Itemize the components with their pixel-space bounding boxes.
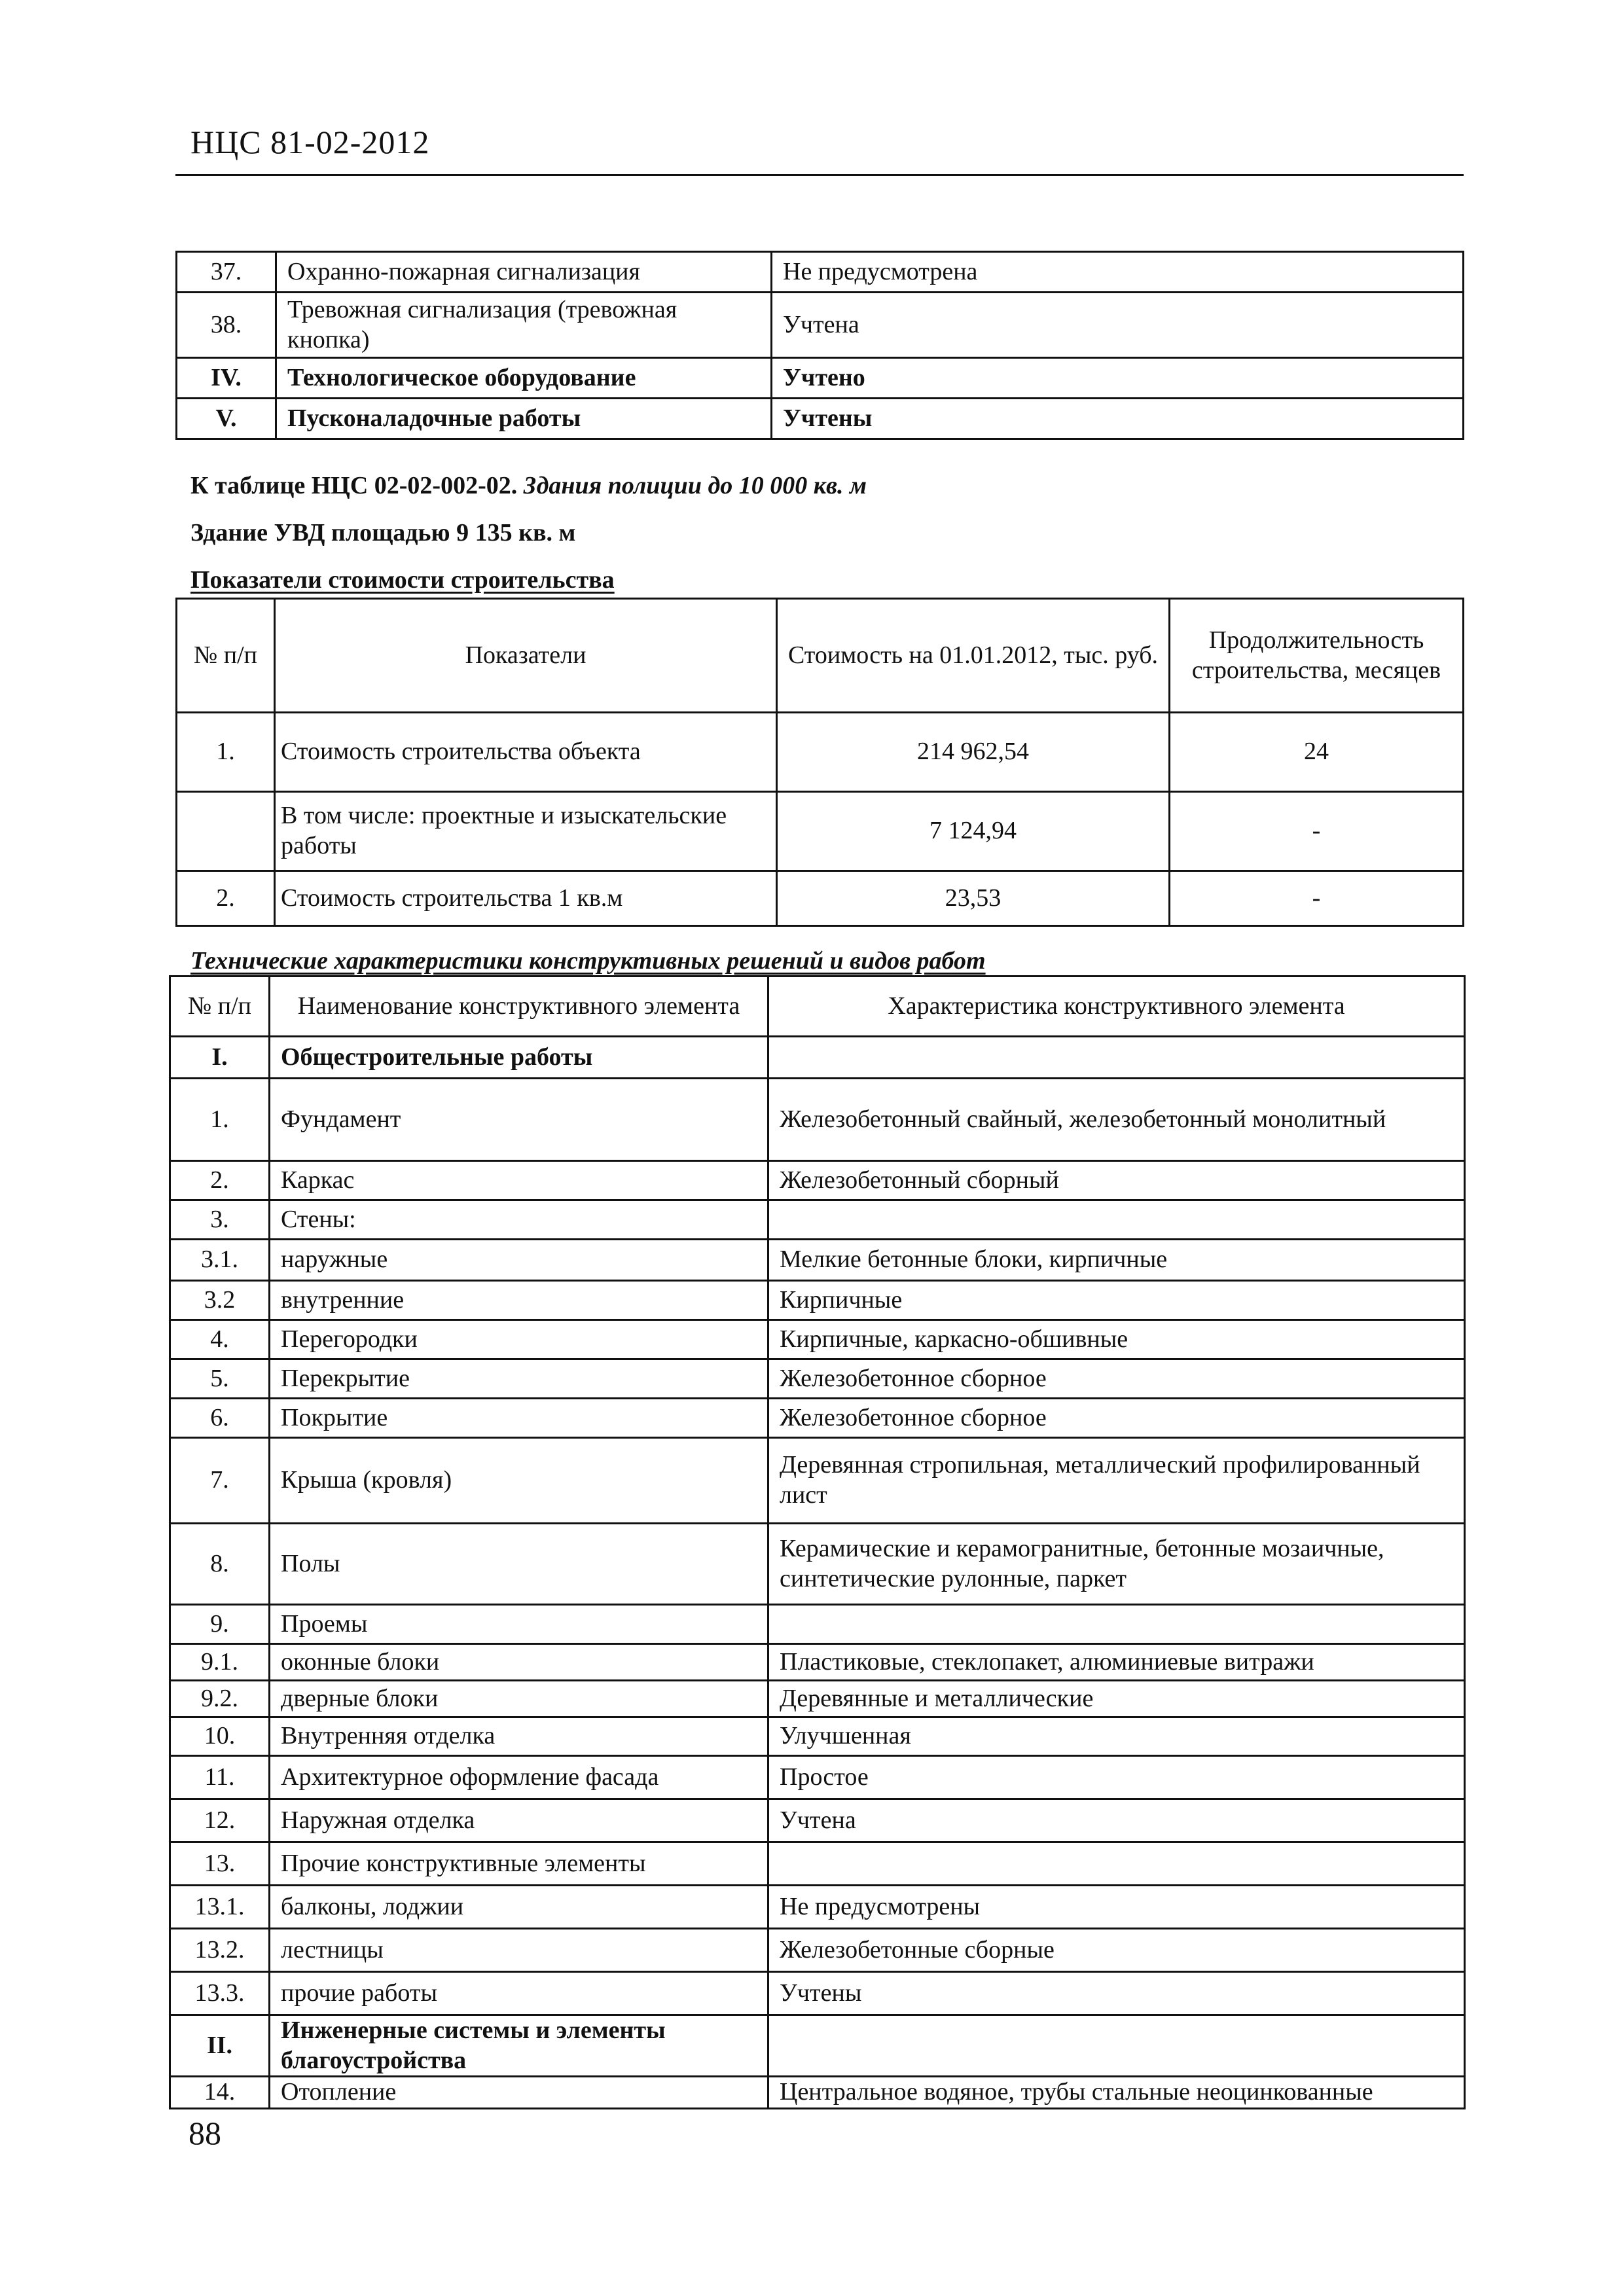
- row-value: Учтены: [772, 399, 1464, 439]
- row-number: 11.: [170, 1756, 270, 1799]
- row-element-description: Центральное водяное, трубы стальные неоцинкованные: [768, 2077, 1465, 2109]
- table-row: [170, 1756, 1465, 1799]
- header-element-name: Наименование конструктивного элемента: [270, 977, 768, 1037]
- row-number: 4.: [170, 1320, 270, 1359]
- row-element-description: Железобетонные сборные: [768, 1929, 1465, 1972]
- row-cost: 214 962,54: [777, 713, 1170, 792]
- table-row: [170, 1161, 1465, 1200]
- row-number: 5.: [170, 1359, 270, 1399]
- row-element-name: внутренние: [270, 1281, 768, 1320]
- row-number: 6.: [170, 1399, 270, 1438]
- row-element-description: Мелкие бетонные блоки, кирпичные: [768, 1240, 1465, 1281]
- table-row: [170, 1240, 1465, 1281]
- tech-section-title: Технические характеристики конструктивных решений и видов работ: [190, 947, 986, 975]
- table-row: [170, 1799, 1465, 1842]
- row-number: 37.: [177, 252, 276, 293]
- row-element-name: Наружная отделка: [270, 1799, 768, 1842]
- row-number: 38.: [177, 293, 276, 358]
- row-element-name: Перекрытие: [270, 1359, 768, 1399]
- row-element-name: Проемы: [270, 1605, 768, 1644]
- row-number: V.: [177, 399, 276, 439]
- row-element-description: Железобетонное сборное: [768, 1359, 1465, 1399]
- row-element-name: Полы: [270, 1524, 768, 1605]
- row-number: 2.: [170, 1161, 270, 1200]
- row-element-name: лестницы: [270, 1929, 768, 1972]
- header-cost: Стоимость на 01.01.2012, тыс. руб.: [777, 599, 1170, 713]
- row-number: 13.: [170, 1842, 270, 1886]
- row-element-description: Железобетонный свайный, железобетонный монолитный: [768, 1079, 1465, 1161]
- row-number: 3.1.: [170, 1240, 270, 1281]
- row-duration: -: [1170, 871, 1464, 926]
- table-row: [170, 1200, 1465, 1240]
- row-element-description: Кирпичные, каркасно-обшивные: [768, 1320, 1465, 1359]
- row-value: Не предусмотрена: [772, 252, 1464, 293]
- table-row: [170, 1681, 1465, 1717]
- row-element-name: Внутренняя отделка: [270, 1717, 768, 1756]
- row-element-description: Учтены: [768, 1972, 1465, 2015]
- row-element-description: Железобетонный сборный: [768, 1161, 1465, 1200]
- row-number: IV.: [177, 358, 276, 399]
- row-element-name: Покрытие: [270, 1399, 768, 1438]
- row-element-description: Железобетонное сборное: [768, 1399, 1465, 1438]
- table-row: [170, 1320, 1465, 1359]
- document-code-header: НЦС 81-02-2012: [190, 124, 430, 160]
- row-element-description: [768, 1200, 1465, 1240]
- row-number: 10.: [170, 1717, 270, 1756]
- table-row: [170, 1399, 1465, 1438]
- table-row: [170, 1644, 1465, 1681]
- cost-section-title: Показатели стоимости строительства: [190, 566, 615, 594]
- row-duration: 24: [1170, 713, 1464, 792]
- header-number: № п/п: [177, 599, 275, 713]
- row-element-description: Кирпичные: [768, 1281, 1465, 1320]
- row-cost: 7 124,94: [777, 792, 1170, 871]
- row-element-description: [768, 1605, 1465, 1644]
- row-number: II.: [170, 2015, 270, 2077]
- row-element-description: Деревянная стропильная, металлический профилированный лист: [768, 1438, 1465, 1524]
- table-row: [177, 399, 1464, 439]
- table-row: [177, 713, 1464, 792]
- row-number: 14.: [170, 2077, 270, 2109]
- header-number: № п/п: [170, 977, 270, 1037]
- table-row: [170, 1717, 1465, 1756]
- table-row: [170, 1438, 1465, 1524]
- row-indicator: В том числе: проектные и изыскательские работы: [275, 792, 777, 871]
- table-row: [170, 1972, 1465, 2015]
- row-element-name: Стены:: [270, 1200, 768, 1240]
- row-number: 9.2.: [170, 1681, 270, 1717]
- table-row: [170, 2015, 1465, 2077]
- table-row: [170, 1281, 1465, 1320]
- row-element-name: балконы, лоджии: [270, 1886, 768, 1929]
- row-element-name: прочие работы: [270, 1972, 768, 2015]
- row-element-name: наружные: [270, 1240, 768, 1281]
- row-element-description: [768, 1037, 1465, 1079]
- header-indicators: Показатели: [275, 599, 777, 713]
- row-name: Тревожная сигнализация (тревожная кнопка): [276, 293, 772, 358]
- tech-characteristics-table: [169, 975, 1466, 2109]
- row-number: 1.: [177, 713, 275, 792]
- table-row: [170, 1929, 1465, 1972]
- row-number: 8.: [170, 1524, 270, 1605]
- row-number: 13.2.: [170, 1929, 270, 1972]
- row-element-name: Инженерные системы и элементы благоустройства: [270, 2015, 768, 2077]
- row-number: 13.3.: [170, 1972, 270, 2015]
- row-number: 1.: [170, 1079, 270, 1161]
- row-element-description: Учтена: [768, 1799, 1465, 1842]
- row-name: Пусконаладочные работы: [276, 399, 772, 439]
- page-number: 88: [189, 2115, 221, 2151]
- row-element-name: Фундамент: [270, 1079, 768, 1161]
- row-element-name: Перегородки: [270, 1320, 768, 1359]
- row-number: [177, 792, 275, 871]
- table-row: [170, 1886, 1465, 1929]
- header-duration: Продолжительность строительства, месяцев: [1170, 599, 1464, 713]
- table-row: [170, 1037, 1465, 1079]
- row-name: Охранно-пожарная сигнализация: [276, 252, 772, 293]
- table-row: [177, 792, 1464, 871]
- row-element-description: Улучшенная: [768, 1717, 1465, 1756]
- table-row: [170, 1359, 1465, 1399]
- row-element-name: Архитектурное оформление фасада: [270, 1756, 768, 1799]
- row-name: Технологическое оборудование: [276, 358, 772, 399]
- table-header-row: [170, 977, 1465, 1037]
- row-indicator: Стоимость строительства 1 кв.м: [275, 871, 777, 926]
- table-reference-caption: [190, 471, 867, 500]
- row-element-name: оконные блоки: [270, 1644, 768, 1681]
- equipment-table: [175, 251, 1464, 440]
- table-row: [177, 252, 1464, 293]
- row-element-description: Деревянные и металлические: [768, 1681, 1465, 1717]
- row-duration: -: [1170, 792, 1464, 871]
- row-element-description: Не предусмотрены: [768, 1886, 1465, 1929]
- row-number: 13.1.: [170, 1886, 270, 1929]
- row-cost: 23,53: [777, 871, 1170, 926]
- row-element-name: Крыша (кровля): [270, 1438, 768, 1524]
- row-element-name: Каркас: [270, 1161, 768, 1200]
- row-element-name: Отопление: [270, 2077, 768, 2109]
- row-element-name: Прочие конструктивные элементы: [270, 1842, 768, 1886]
- row-value: Учтено: [772, 358, 1464, 399]
- table-row: [177, 293, 1464, 358]
- row-element-name: Общестроительные работы: [270, 1037, 768, 1079]
- table-row: [177, 871, 1464, 926]
- building-caption: Здание УВД площадью 9 135 кв. м: [190, 519, 576, 547]
- row-number: 12.: [170, 1799, 270, 1842]
- table-row: [170, 1842, 1465, 1886]
- row-number: 3.2: [170, 1281, 270, 1320]
- table-reference-title: Здания полиции до 10 000 кв. м: [523, 472, 867, 499]
- table-row: [177, 358, 1464, 399]
- row-number: 9.: [170, 1605, 270, 1644]
- table-row: [170, 1605, 1465, 1644]
- table-row: [170, 1524, 1465, 1605]
- header-rule: [175, 174, 1464, 176]
- row-number: 9.1.: [170, 1644, 270, 1681]
- row-value: Учтена: [772, 293, 1464, 358]
- table-header-row: [177, 599, 1464, 713]
- table-row: [170, 1079, 1465, 1161]
- row-number: 2.: [177, 871, 275, 926]
- table-row: [170, 2077, 1465, 2109]
- row-number: 3.: [170, 1200, 270, 1240]
- row-element-description: [768, 2015, 1465, 2077]
- row-element-description: Простое: [768, 1756, 1465, 1799]
- row-element-name: дверные блоки: [270, 1681, 768, 1717]
- row-number: I.: [170, 1037, 270, 1079]
- table-reference-prefix: К таблице НЦС 02-02-002-02.: [190, 472, 524, 499]
- row-number: 7.: [170, 1438, 270, 1524]
- row-indicator: Стоимость строительства объекта: [275, 713, 777, 792]
- header-element-description: Характеристика конструктивного элемента: [768, 977, 1465, 1037]
- cost-indicators-table: [175, 598, 1464, 927]
- row-element-description: [768, 1842, 1465, 1886]
- row-element-description: Пластиковые, стеклопакет, алюминиевые витражи: [768, 1644, 1465, 1681]
- row-element-description: Керамические и керамогранитные, бетонные мозаичные, синтетические рулонные, паркет: [768, 1524, 1465, 1605]
